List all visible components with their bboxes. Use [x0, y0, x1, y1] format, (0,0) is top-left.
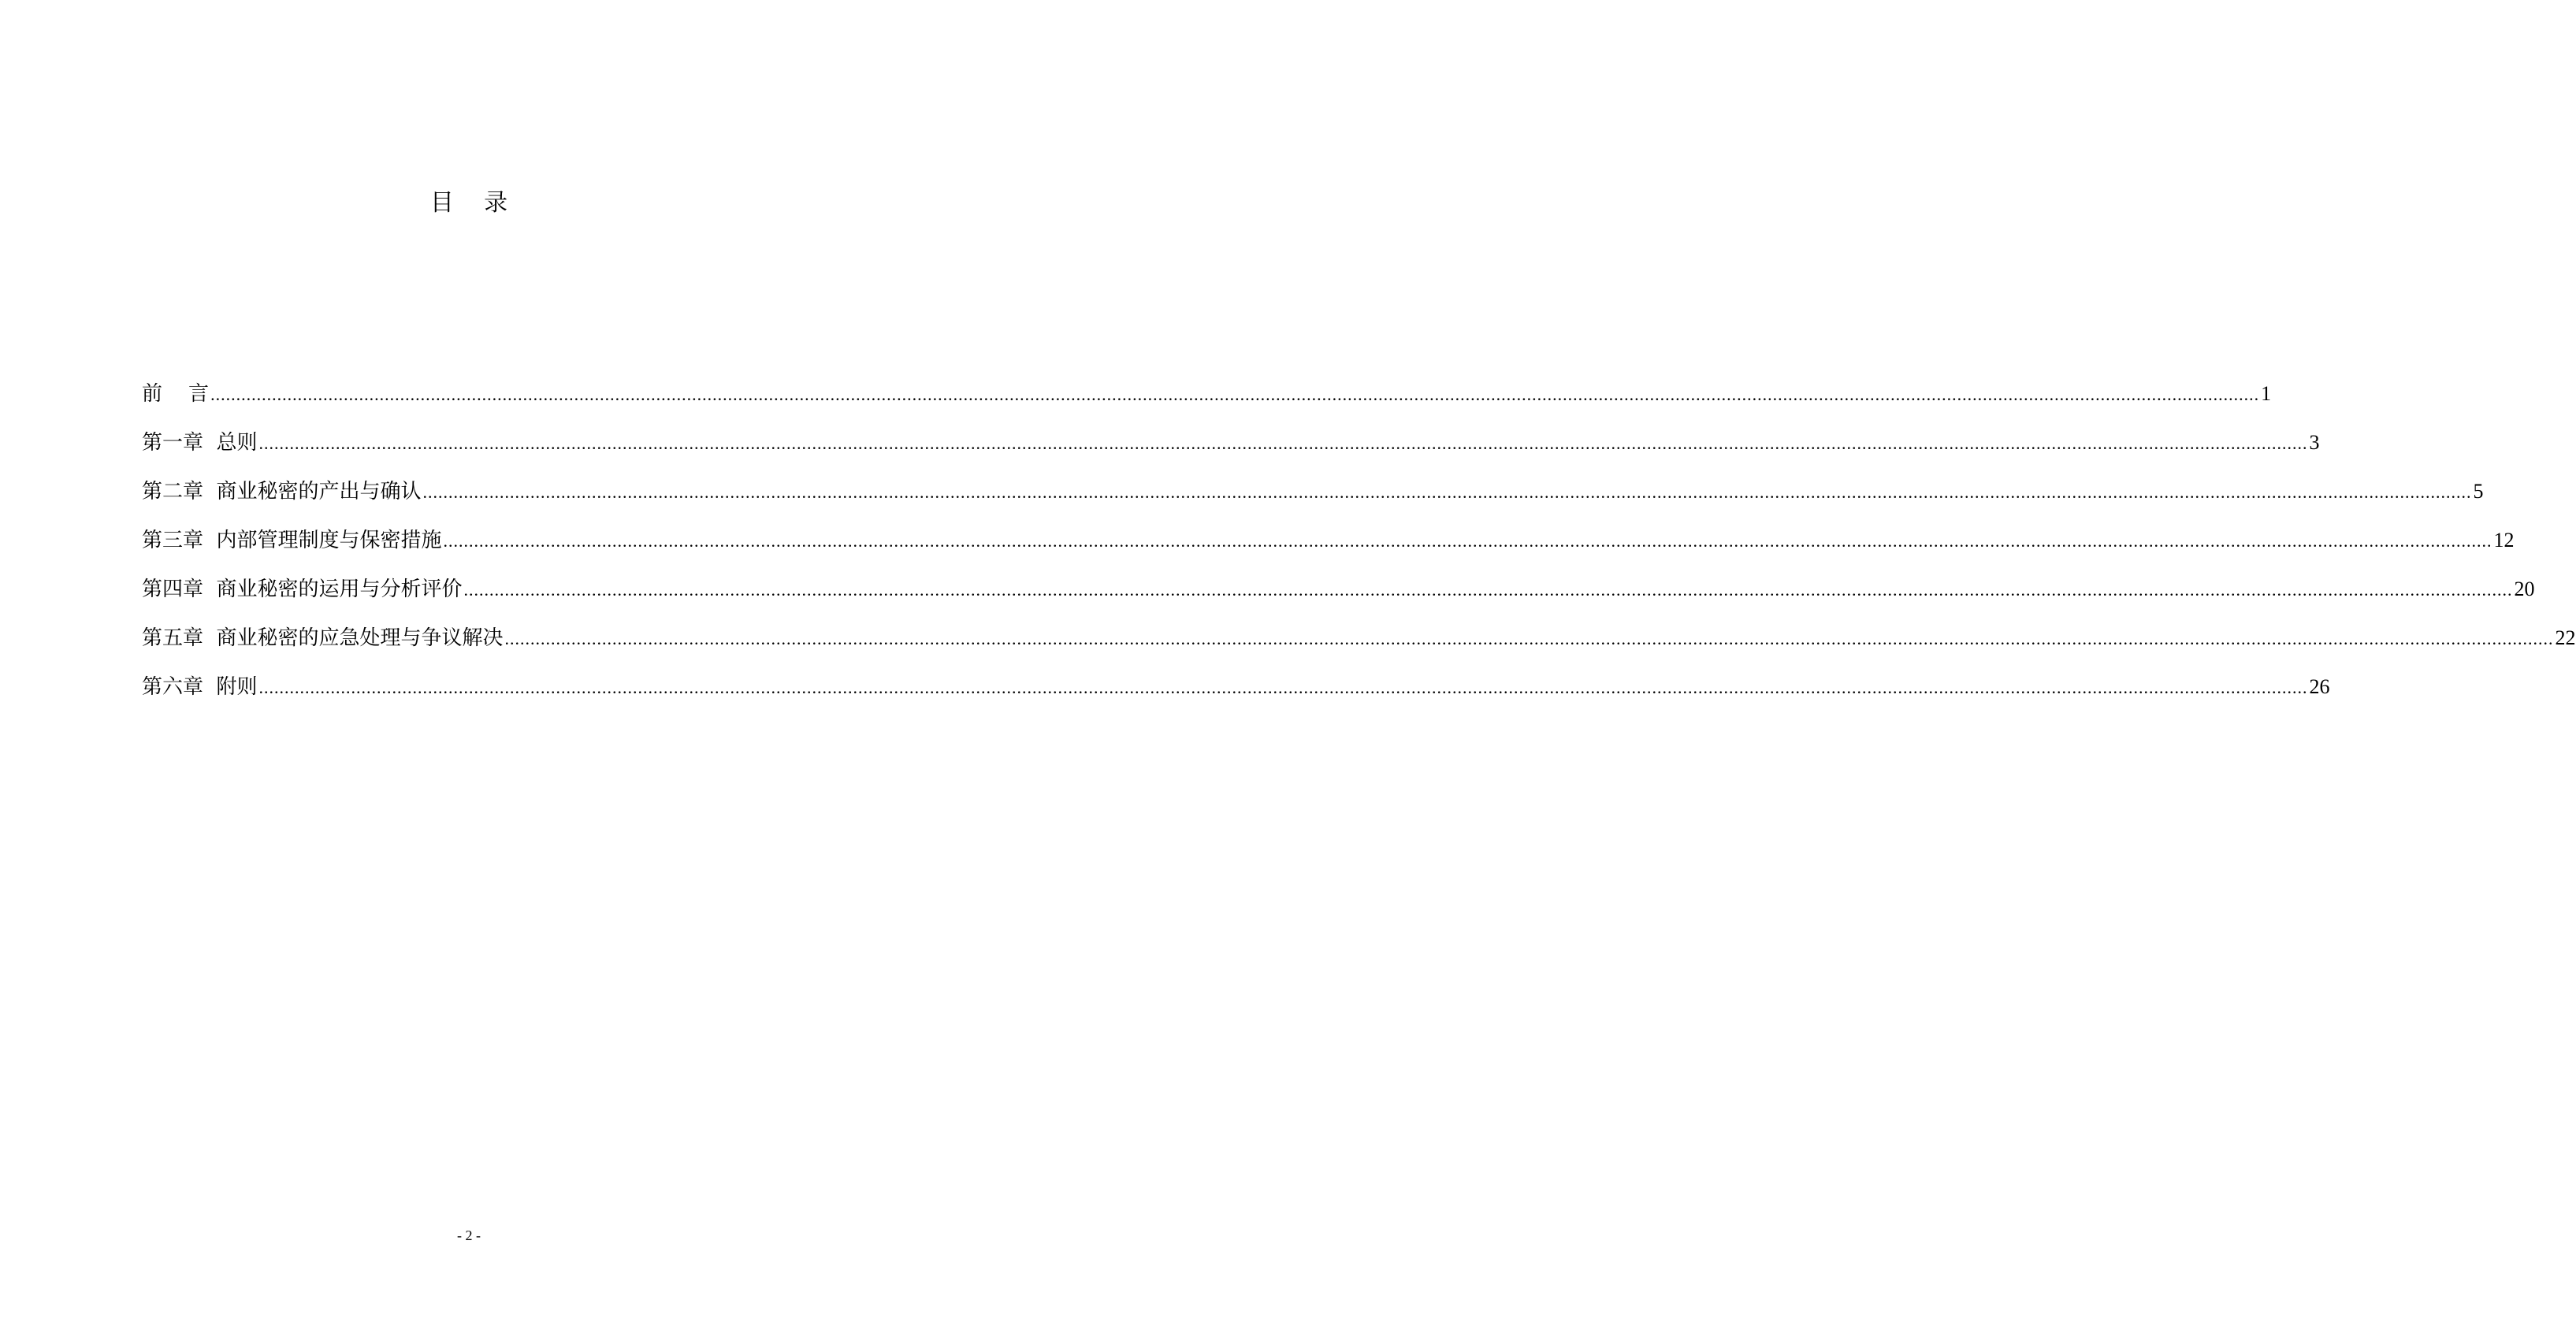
toc-entry-preface[interactable] — [142, 378, 2272, 427]
toc-entry-label: 第四章 商业秘密的运用与分析评价 — [142, 578, 463, 601]
toc-title: 目 录 — [429, 189, 508, 217]
toc-entry-chapter-1[interactable] — [142, 427, 2320, 476]
toc-list — [142, 378, 2576, 720]
toc-dot-leader: ................................................................................................................................................................................................................................................................................................................................................................................................................ — [443, 531, 2492, 551]
toc-entry-chapter-4[interactable] — [142, 574, 2535, 622]
toc-entry-page: 22 — [2555, 626, 2576, 649]
toc-dot-leader: ................................................................................................................................................................................................................................................................................................................................................................................................................ — [258, 433, 2308, 453]
toc-entry-label: 前 言 — [142, 382, 210, 406]
toc-dot-leader: ................................................................................................................................................................................................................................................................................................................................................................................................................ — [210, 384, 2260, 404]
toc-entry-label: 第二章 商业秘密的产出与确认 — [142, 480, 422, 503]
toc-entry-chapter-6[interactable] — [142, 671, 2330, 720]
toc-entry-page: 5 — [2473, 480, 2484, 503]
toc-entry-chapter-5[interactable] — [142, 622, 2576, 671]
toc-dot-leader: ................................................................................................................................................................................................................................................................................................................................................................................................................ — [504, 629, 2554, 648]
toc-entry-page: 1 — [2261, 382, 2272, 405]
toc-entry-page: 12 — [2493, 529, 2515, 552]
page-number: - 2 - — [457, 1228, 481, 1243]
toc-entry-chapter-3[interactable] — [142, 525, 2515, 574]
toc-dot-leader: ................................................................................................................................................................................................................................................................................................................................................................................................................ — [422, 482, 2472, 502]
toc-dot-leader: ................................................................................................................................................................................................................................................................................................................................................................................................................ — [258, 678, 2308, 697]
toc-entry-page: 3 — [2309, 431, 2320, 454]
toc-entry-chapter-2[interactable] — [142, 476, 2484, 525]
toc-entry-page: 26 — [2309, 675, 2330, 698]
toc-entry-label: 第五章 商业秘密的应急处理与争议解决 — [142, 626, 504, 650]
toc-entry-label: 第六章 附则 — [142, 675, 258, 699]
toc-entry-page: 20 — [2514, 578, 2535, 600]
toc-dot-leader: ................................................................................................................................................................................................................................................................................................................................................................................................................ — [463, 580, 2513, 600]
toc-entry-label: 第三章 内部管理制度与保密措施 — [142, 529, 442, 552]
toc-entry-label: 第一章 总则 — [142, 431, 258, 455]
